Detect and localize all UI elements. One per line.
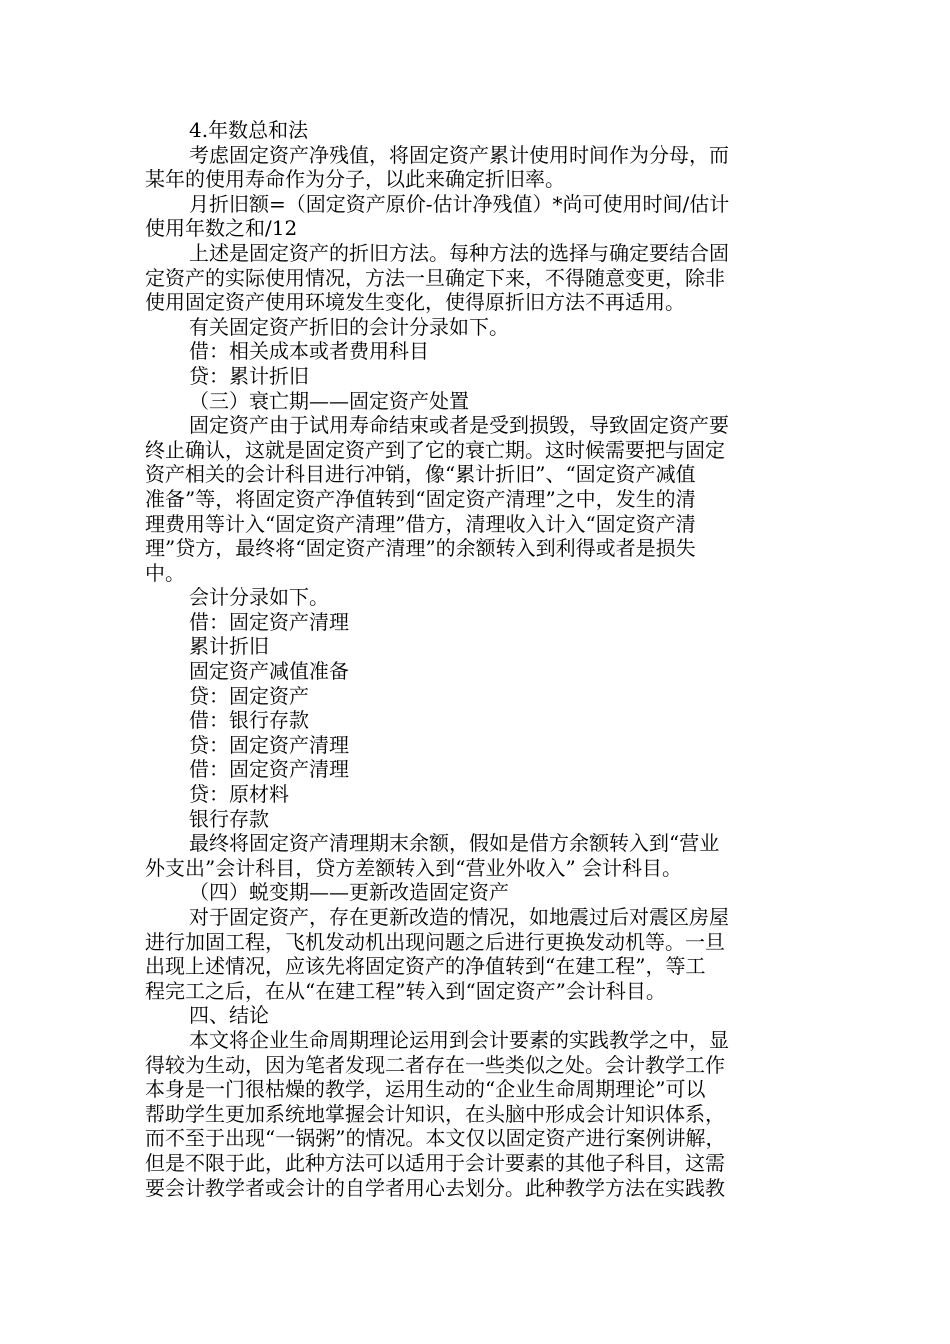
text-line: 出现上述情况，应该先将固定资产的净值转到“在建工程”，等工 (145, 954, 706, 979)
text-line: 贷：固定资产清理 (189, 732, 349, 757)
text-line: 帮助学生更加系统地掌握会计知识，在头脑中形成会计知识体系， (145, 1101, 725, 1126)
text-line: 程完工之后，在从“在建工程”转入到“固定资产”会计科目。 (145, 978, 666, 1003)
text-line: 借：固定资产清理 (189, 757, 349, 782)
text-line: （四）蜕变期——更新改造固定资产 (189, 880, 509, 905)
text-line: 中。 (145, 560, 185, 585)
text-line: 对于固定资产，存在更新改造的情况，如地震过后对震区房屋 (189, 905, 729, 929)
text-line: 理费用等计入“固定资产清理”借方，清理收入计入“固定资产清 (145, 511, 696, 536)
text-line: 银行存款 (189, 806, 269, 831)
text-line: 本身是一门很枯燥的教学，运用生动的“企业生命周期理论”可以 (145, 1077, 706, 1102)
text-line: 使用年数之和/12 (145, 216, 298, 241)
text-line: 4.年数总和法 (189, 118, 309, 142)
text-line: 考虑固定资产净残值，将固定资产累计使用时间作为分母，而 (189, 142, 729, 167)
text-line: 借：相关成本或者费用科目 (189, 339, 429, 364)
text-line: 终止确认，这就是固定资产到了它的衰亡期。这时候需要把与固定 (145, 437, 725, 462)
text-line: （三）衰亡期——固定资产处置 (189, 388, 469, 413)
text-line: 借：固定资产清理 (189, 609, 349, 634)
text-line: 本文将企业生命周期理论运用到会计要素的实践教学之中，显 (189, 1027, 729, 1052)
text-line: 贷：固定资产 (189, 683, 309, 708)
text-line: 得较为生动，因为笔者发现二者存在一些类似之处。会计教学工作 (145, 1052, 725, 1077)
document-body (145, 118, 795, 1200)
text-line: 四、结论 (189, 1003, 269, 1028)
text-line: 而不至于出现“一锅粥”的情况。本文仅以固定资产进行案例讲解， (145, 1126, 726, 1151)
text-line: 但是不限于此，此种方法可以适用于会计要素的其他子科目，这需 (145, 1150, 725, 1175)
text-line: 借：银行存款 (189, 708, 309, 733)
text-line: 累计折旧 (189, 634, 269, 659)
text-line: 贷：原材料 (189, 782, 289, 807)
text-line: 会计分录如下。 (189, 585, 329, 610)
text-line: 最终将固定资产清理期末余额，假如是借方余额转入到“营业 (189, 831, 720, 856)
text-line: 贷：累计折旧 (189, 363, 309, 388)
text-line: 上述是固定资产的折旧方法。每种方法的选择与确定要结合固 (189, 240, 729, 265)
text-line: 资产相关的会计科目进行冲销，像“累计折旧”、“固定资产减值 (145, 462, 696, 487)
text-line: 理”贷方，最终将“固定资产清理”的余额转入到利得或者是损失 (145, 536, 696, 561)
text-line: 准备”等，将固定资产净值转到“固定资产清理”之中，发生的清 (145, 486, 696, 511)
text-line: 某年的使用寿命作为分子，以此来确定折旧率。 (145, 167, 565, 192)
text-line: 要会计教学者或会计的自学者用心去划分。此种教学方法在实践教 (145, 1175, 725, 1200)
text-line: 月折旧额=（固定资产原价-估计净残值）*尚可使用时间/估计 (189, 191, 730, 216)
text-line: 固定资产减值准备 (189, 659, 349, 684)
text-line: 进行加固工程，飞机发动机出现问题之后进行更换发动机等。一旦 (145, 929, 725, 954)
text-line: 有关固定资产折旧的会计分录如下。 (189, 314, 509, 339)
text-line: 定资产的实际使用情况，方法一旦确定下来，不得随意变更，除非 (145, 265, 725, 290)
text-line: 使用固定资产使用环境发生变化，使得原折旧方法不再适用。 (145, 290, 685, 315)
text-line: 外支出”会计科目，贷方差额转入到“营业外收入” 会计科目。 (145, 855, 683, 880)
text-line: 固定资产由于试用寿命结束或者是受到损毁，导致固定资产要 (189, 413, 729, 438)
